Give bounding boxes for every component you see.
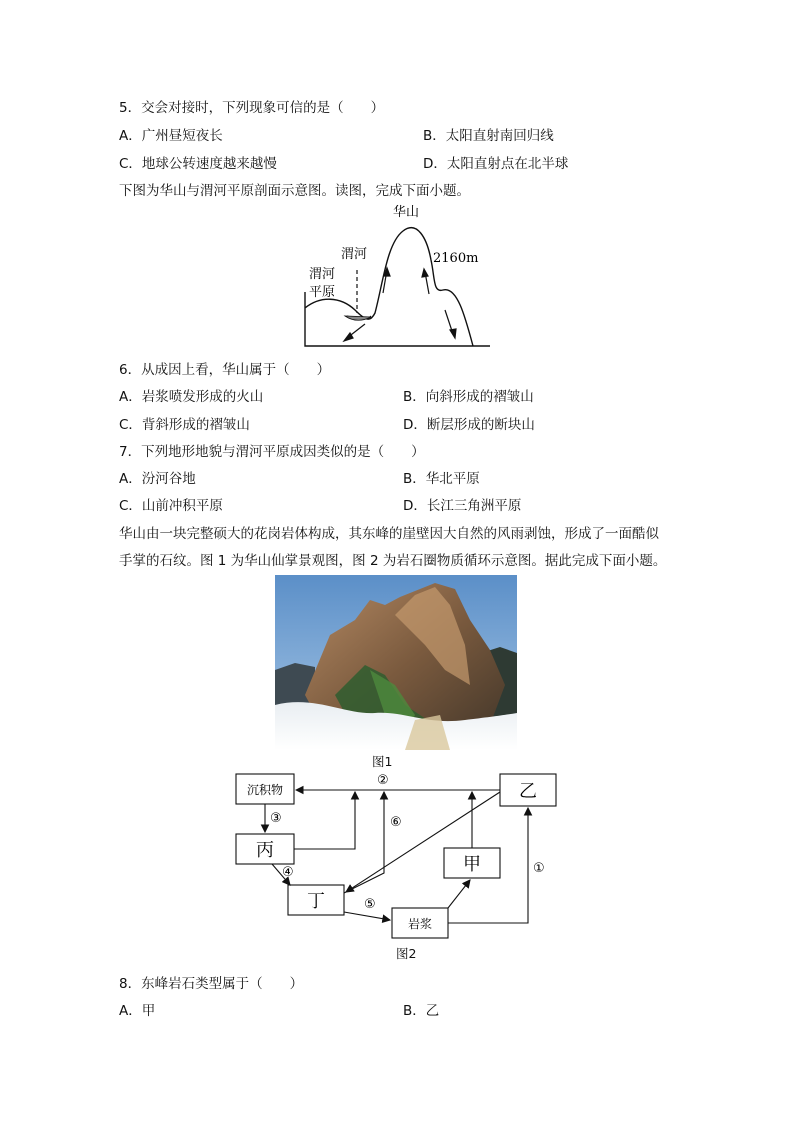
intro-rock-line2: 手掌的石纹。图 1 为华山仙掌景观图，图 2 为岩石圈物质循环示意图。据此完成下面小题。 <box>119 553 667 569</box>
q7-option-a: A．汾河谷地 <box>119 471 196 487</box>
label-magma: 岩浆 <box>407 917 433 931</box>
arrow-bing-up <box>294 792 355 849</box>
q5-option-a: A．广州昼短夜长 <box>119 128 223 144</box>
q5-option-b: B．太阳直射南回归线 <box>423 128 554 144</box>
q7-option-c: C．山前冲积平原 <box>119 498 223 514</box>
q7-stem: 7．下列地形地貌与渭河平原成因类似的是（ ） <box>119 444 425 460</box>
intro-rock-line1: 华山由一块完整硕大的花岗岩体构成，其东峰的崖壁因大自然的风雨剥蚀，形成了一面酷似 <box>119 526 659 542</box>
mountain-label: 华山 <box>393 205 420 220</box>
arrow-magma-to-jia <box>448 880 470 908</box>
label-jia: 甲 <box>463 854 481 875</box>
label-ding: 丁 <box>307 891 325 912</box>
arrow-label-5: ⑤ <box>364 897 376 912</box>
huashan-xianzhang-photo <box>275 575 517 750</box>
q5-option-d: D．太阳直射点在北半球 <box>423 156 569 172</box>
q6-option-a: A．岩浆喷发形成的火山 <box>119 389 264 405</box>
arrow-label-2: ② <box>377 773 389 788</box>
arrow-label-3: ③ <box>270 811 282 826</box>
label-yi: 乙 <box>519 781 537 802</box>
river-label: 渭河 <box>341 247 368 262</box>
q7-option-b: B．华北平原 <box>403 471 480 487</box>
q8-stem: 8．东峰岩石类型属于（ ） <box>119 976 304 992</box>
q8-option-b: B．乙 <box>403 1003 440 1019</box>
q5-stem: 5．交会对接时，下列现象可信的是（ ） <box>119 100 385 116</box>
arrow-down-left <box>344 324 365 341</box>
arrow-5 <box>344 912 390 920</box>
plain-label-1: 渭河 <box>309 267 336 282</box>
label-sediment: 沉积物 <box>246 783 284 797</box>
arrow-down-right <box>445 310 456 338</box>
figure1-caption: 图1 <box>372 754 393 769</box>
q6-option-d: D．断层形成的断块山 <box>403 417 535 433</box>
q6-option-b: B．向斜形成的褶皱山 <box>403 389 534 405</box>
q6-stem: 6．从成因上看，华山属于（ ） <box>119 362 331 378</box>
arrow-label-6: ⑥ <box>390 815 402 830</box>
huashan-profile-diagram <box>295 198 495 350</box>
q7-option-d: D．长江三角洲平原 <box>403 498 522 514</box>
arrow-up-right <box>422 269 429 294</box>
q5-option-c: C．地球公转速度越来越慢 <box>119 156 277 172</box>
intro-profile: 下图为华山与渭河平原剖面示意图。读图，完成下面小题。 <box>119 183 470 199</box>
rock-cycle-diagram <box>230 768 565 943</box>
figure2-caption: 图2 <box>396 946 417 961</box>
arrow-label-1: ① <box>533 861 545 876</box>
label-bing: 丙 <box>256 840 274 861</box>
arrow-6 <box>344 792 384 893</box>
q6-option-c: C．背斜形成的褶皱山 <box>119 417 250 433</box>
elevation-label: 2160m <box>433 251 479 266</box>
q8-option-a: A．甲 <box>119 1003 156 1019</box>
arrow-label-4: ④ <box>282 865 294 880</box>
plain-label-2: 平原 <box>309 285 336 300</box>
